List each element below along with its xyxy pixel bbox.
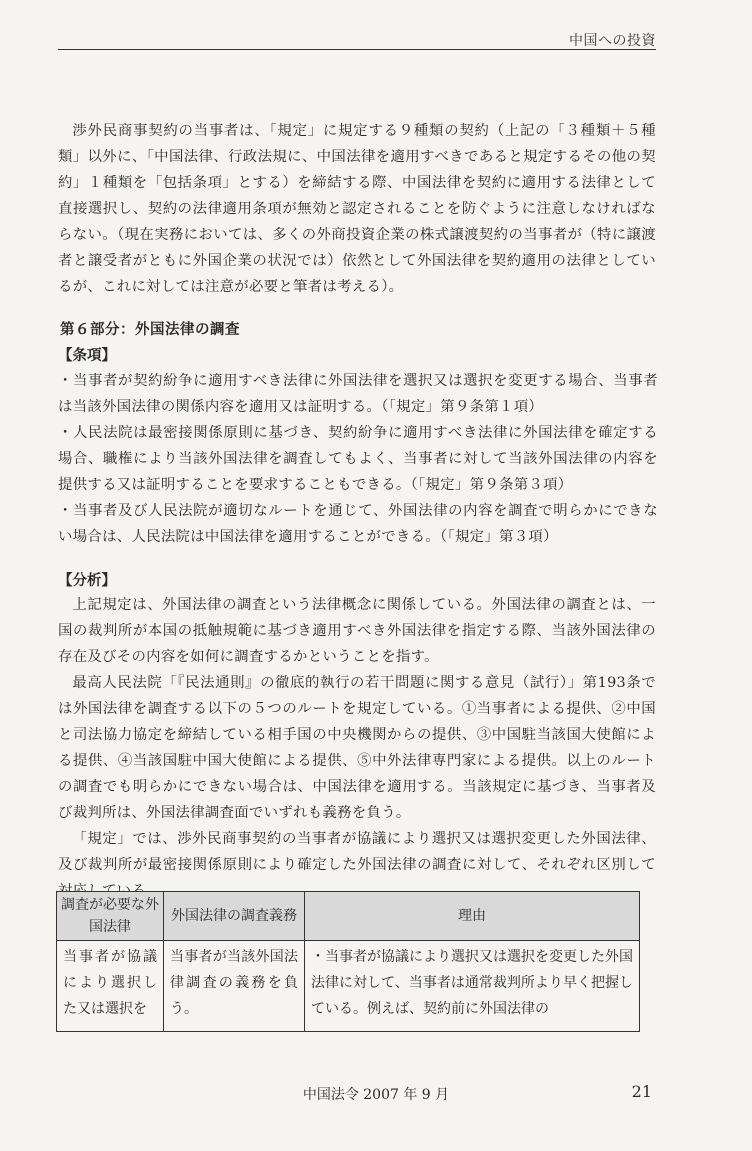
running-header: 中国への投資 [569,33,656,49]
analysis-block [58,592,656,904]
section-heading: 第６部分：外国法律の調査 [60,322,240,338]
foreign-law-investigation-table [56,891,640,1032]
page-number: 21 [631,1082,652,1101]
analysis-paragraph: 「規定」では、渉外民商事契約の当事者が協議により選択又は選択変更した外国法律、及び裁判所が最密接関係原則により確定した外国法律の調査に対して、それぞれ区別して [58,831,656,873]
clauses-heading: 【条項】 [58,348,116,364]
clause-item: ・当事者が契約紛争に適用すべき法律に外国法律を選択又は選択を変更する場合、当事者は当該外国法律の関係内容を適用又は証明する。（「規定」第９条第１項） [58,373,658,415]
table-header-cell: 外国法律の調査義務 [164,892,305,941]
journal-footer: 中国法令 2007 年 9 月 [302,1087,450,1103]
table-header-cell: 理由 [305,892,640,941]
clauses-list [58,368,658,550]
intro-paragraph-block [58,118,656,300]
table-header-cell: 調査が必要な外国法律 [57,892,164,941]
analysis-paragraph: 最高人民法院「『民法通則』の徹底的執行の若干問題に関する意見（試行）」第193条では外国法律を調査する以下の５つのルートを規定している。①当事者による提供、②中国と司法協力協定を締結している相手国の中央機関からの提供、③中国駐当該国大使館による提供、④当該国駐中国大使館による提供、⑤中外法律専門家による提供。以上のルートの調査でも明らかにできない場合は、中国法律を適用する。当該規定に基づき、当事者及び裁判所は、外国法律調査面でいずれも義務を負う。 [58,675,656,821]
table-cell: 当事者が当該外国法律調査の義務を負う。 [164,941,305,1032]
table-row [57,941,640,1032]
intro-paragraph: 渉外民商事契約の当事者は、「規定」に規定する９種類の契約（上記の「３種類＋５種類」以外に、「中国法律、行政法規に、中国法律を適用すべきであると規定するその他の契約」１種類を「包括条項」とする）を締結する際、中国法律を契約に適用する法律として直接選択し、契約の法律適用条項が無効と認定されることを防ぐように注意しなければならない。（現在実務においては、多くの外商投資企業の株式譲渡契約の当事者が（特に譲渡者と譲受者がともに外国企業の状況では）依然として外国法律を契約適用の法律としているが、これに対しては注意が必要と筆者は考える）。 [58,123,656,295]
table-cell: ・当事者が協議により選択又は選択を変更した外国法律に対して、当事者は通常裁判所より早く把握している。例えば、契約前に外国法律の [305,941,640,1032]
analysis-heading: 【分析】 [58,573,116,589]
clause-item: ・当事者及び人民法院が適切なルートを通じて、外国法律の内容を調査で明らかにできない場合は、人民法院は中国法律を適用することができる。（「規定」第３項） [58,503,658,545]
table-cell: 当事者が協議により選択した又は選択を [57,941,164,1032]
analysis-paragraph: 上記規定は、外国法律の調査という法律概念に関係している。外国法律の調査とは、一国の裁判所が本国の抵触規範に基づき適用すべき外国法律を指定する際、当該外国法律の存在及びその内容を如何に調査するかということを指す。 [58,597,656,665]
clause-item: ・人民法院は最密接関係原則に基づき、契約紛争に適用すべき法律に外国法律を確定する場合、職権により当該外国法律を調査してもよく、当事者に対して当該外国法律の内容を提供する又は証明することを要求することもできる。（「規定」第９条第３項） [58,425,658,493]
table-header-row [57,892,640,941]
header-rule [58,49,656,50]
